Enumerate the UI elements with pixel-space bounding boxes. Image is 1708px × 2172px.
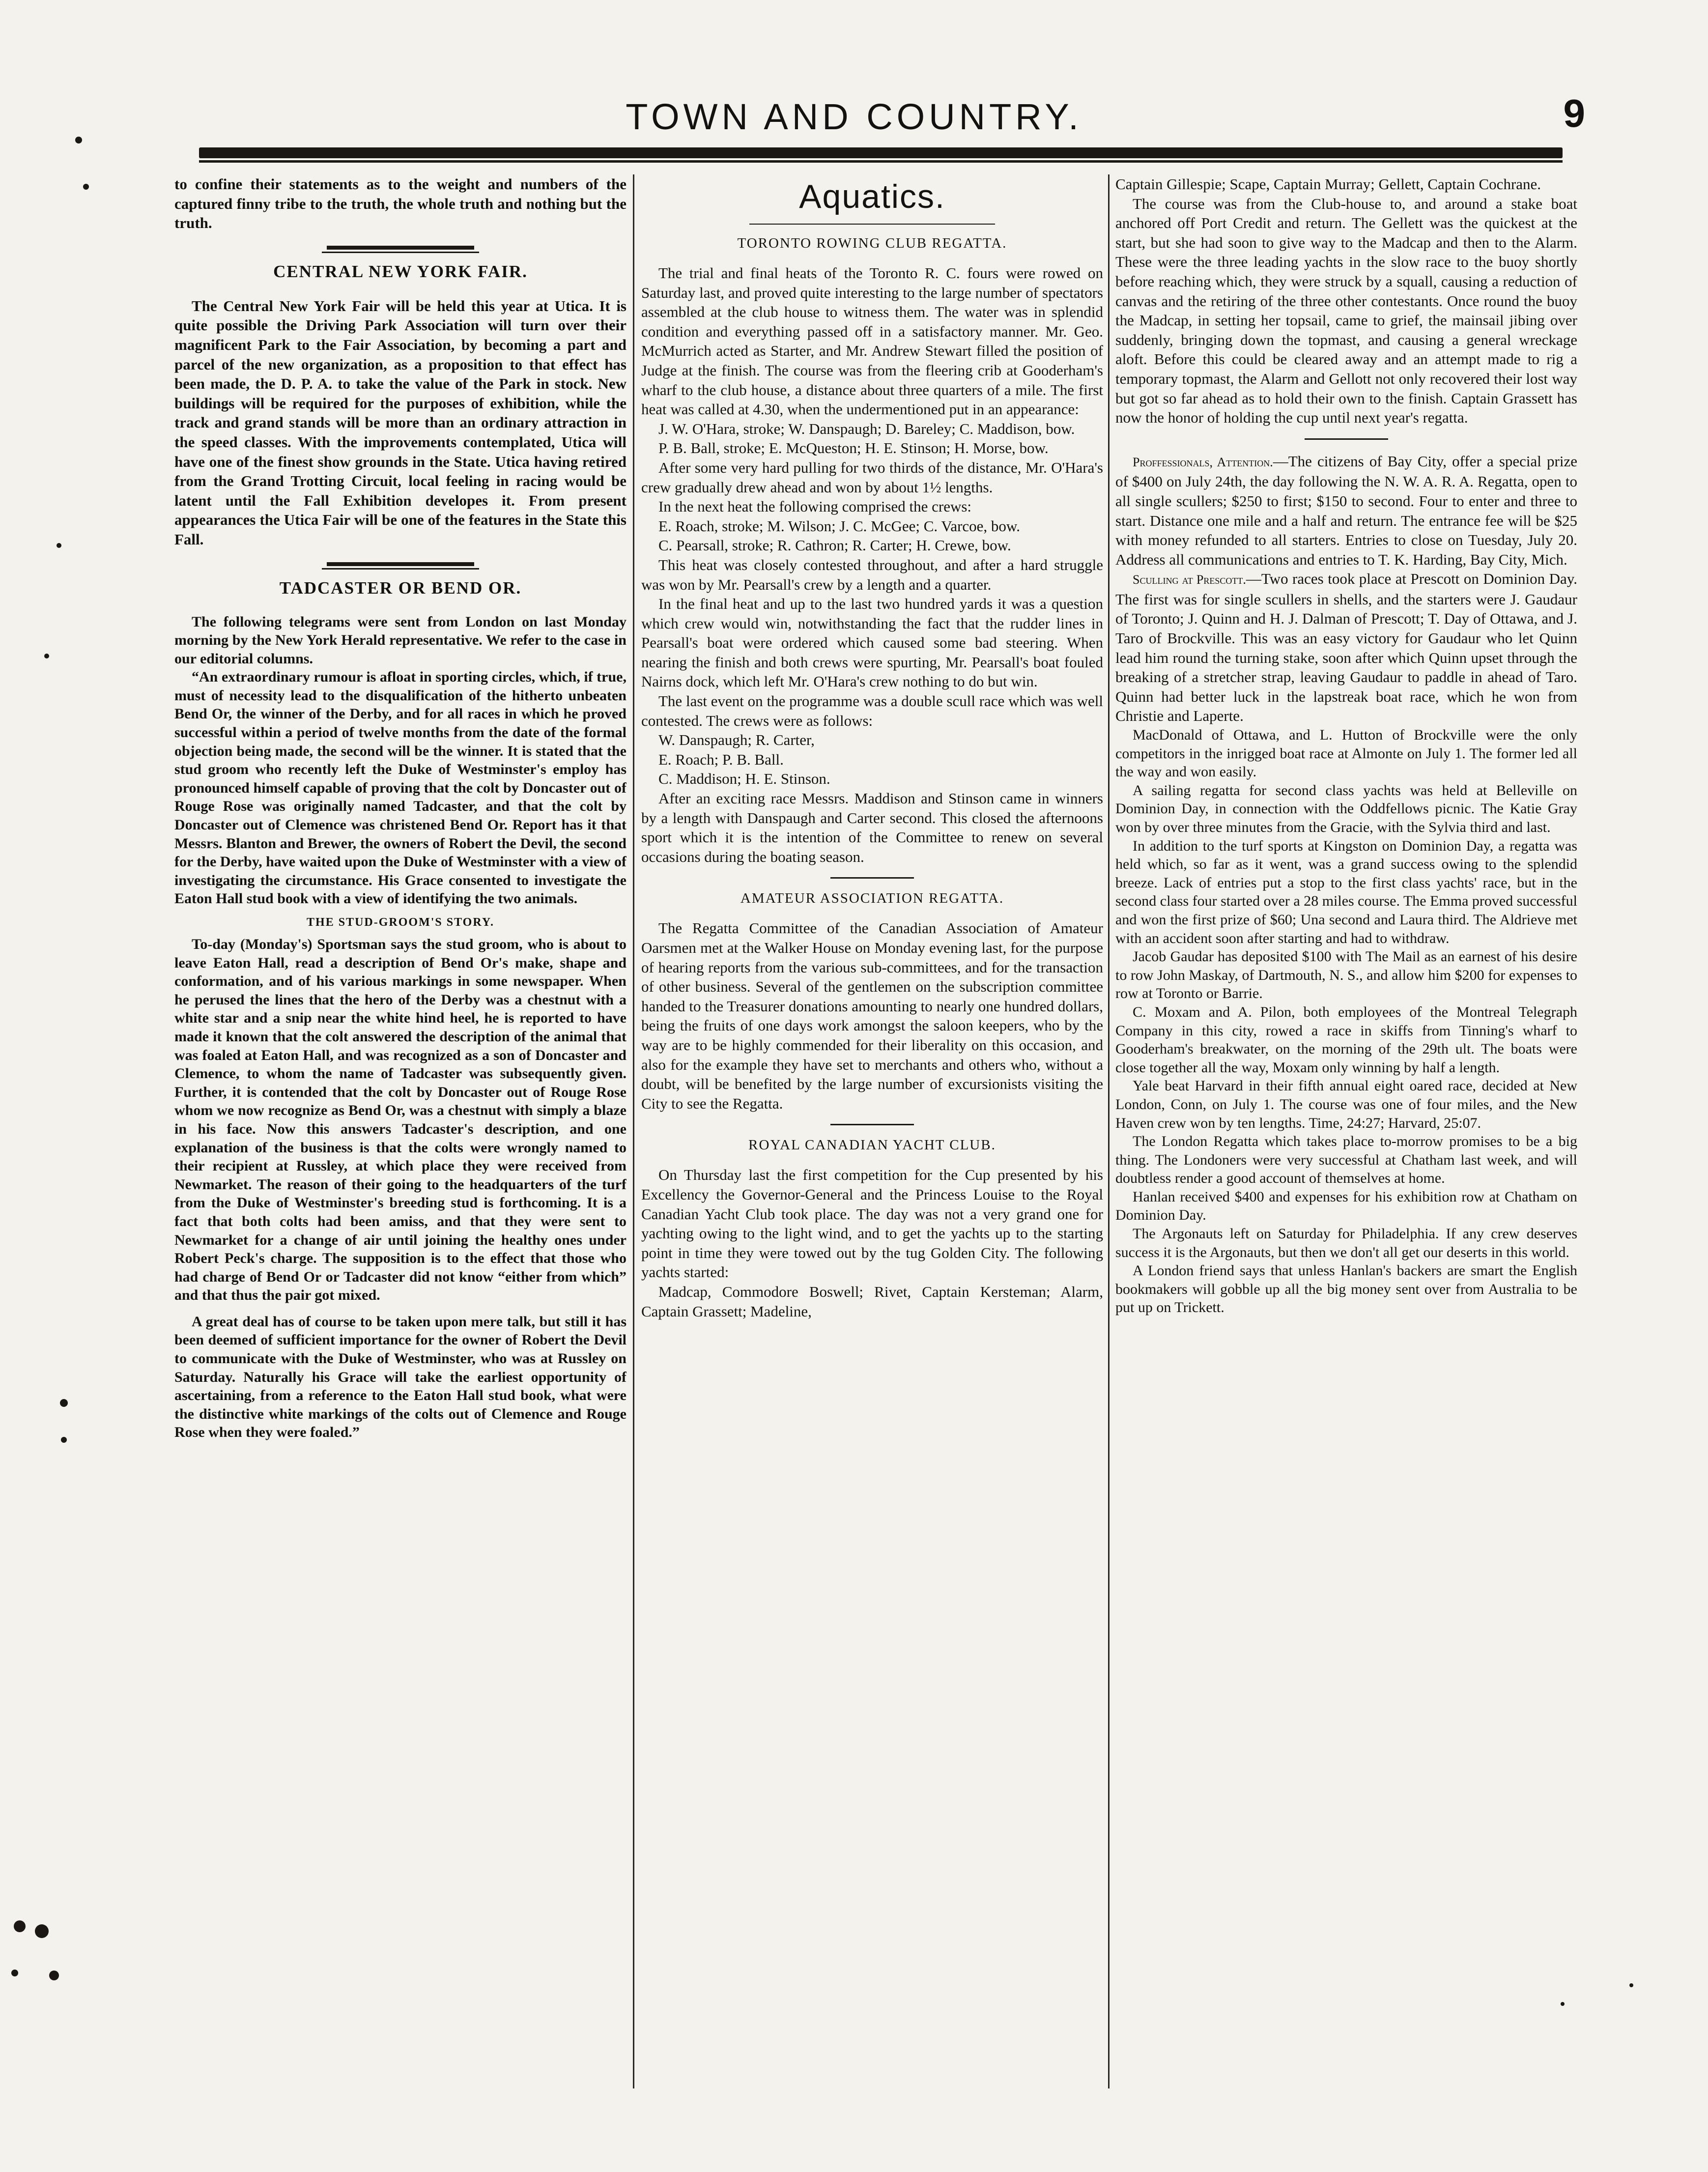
crew-list: J. W. O'Hara, stroke; W. Danspaugh; D. Bareley; C. Maddison, bow. — [658, 420, 1075, 437]
news-item: The London Regatta which takes place to-morrow promises to be a big thing. The Londoners were very successful at Chatham last week, and will doubtless render a good account of themselves at home. — [1115, 1133, 1577, 1187]
news-item: In addition to the turf sports at Kingston on Dominion Day, a regatta was held which, so far as it went, was a grand success owing to the splendid breeze. Lack of entries put a stop to the first class yachts' race, but in the second class four started over a 28 miles course. The Emma proved successful and won the first prize of $60; Una second and Laura third. The Aldrieve met with an accident soon after starting and had to withdraw. — [1115, 837, 1577, 946]
section-rule — [327, 246, 474, 250]
column-divider-1 — [633, 174, 634, 2088]
yacht-article: On Thursday last the first competition for the Cup presented by his Excellency the Governor-General and the Princess Louise to the Royal Canadian Yacht Club took place. The day was not a very grand one for yachting owing to the light wind, and to get the yachts up to the starting point in time they were towed out by the tug Golden City. The following yachts started: — [641, 1166, 1103, 1281]
tadcaster-heading: TADCASTER OR BEND OR. — [279, 578, 522, 598]
news-item: MacDonald of Ottawa, and L. Hutton of Brockville were the only competitors in the inrigged boat race at Almonte on July 1. The former led all the way and won easily. — [1115, 727, 1577, 780]
trc-paragraph: After some very hard pulling for two thirds of the distance, Mr. O'Hara's crew gradually drew ahead and won by about 1½ lengths. — [641, 458, 1103, 496]
news-item: C. Moxam and A. Pilon, both employees of the Montreal Telegraph Company in this city, rowed a race in skiffs from Tinning's wharf to Gooderham's breakwater, on the morning of the 29th ult. The boats were close together all the way, Moxam only winning by half a length. — [1115, 1003, 1577, 1076]
scull-crew: W. Danspaugh; R. Carter, — [658, 731, 815, 749]
professionals-lead: Proffessionals, Attention. — [1133, 455, 1273, 469]
scull-crew: E. Roach; P. B. Ball. — [658, 750, 784, 768]
trc-paragraph: After an exciting race Messrs. Maddison and Stinson came in winners by a length with Danspaugh and Carter second. This closed the afternoons sport which it is the intention of the Committee to renew on several occasions during the boating season. — [641, 790, 1103, 865]
column-divider-2 — [1108, 174, 1110, 2088]
section-rule — [830, 877, 914, 879]
professionals-notice — [1115, 452, 1577, 570]
news-item: A sailing regatta for second class yachts was held at Belleville on Dominion Day, in connection with the Oddfellows picnic. The Katie Gray won by over three minutes from the Gracie, with the Sylvia third and last. — [1115, 782, 1577, 835]
section-rule — [1305, 438, 1388, 440]
section-rule-thin — [322, 252, 479, 253]
news-item: A London friend says that unless Hanlan's backers are smart the English bookmakers will gobble up all the big money sent over from Australia to be put up on Trickett. — [1115, 1262, 1577, 1316]
section-rule-thin — [322, 568, 479, 570]
trc-paragraph: The last event on the programme was a double scull race which was well contested. The crews were as follows: — [641, 692, 1103, 729]
prescott-notice — [1115, 569, 1577, 726]
newspaper-title: TOWN AND COUNTRY. — [626, 96, 1082, 137]
trc-paragraph: In the final heat and up to the last two hundred yards it was a question which crew would win, notwithstanding the fact that the rudder lines in Pearsall's boat were ordered which caused some bad steering. When nearing the finish and both crews were spurting, Mr. Pearsall's boat fouled Nairns dock, which left Mr. O'Hara's crew nothing to do but win. — [641, 595, 1103, 690]
yacht-starters: Madcap, Commodore Boswell; Rivet, Captain Kersteman; Alarm, Captain Grassett; Madeline, — [641, 1283, 1103, 1320]
column-3 — [1115, 174, 1577, 2088]
page-number: 9 — [1563, 91, 1585, 135]
scull-crew: C. Maddison; H. E. Stinson. — [658, 770, 830, 788]
section-rule — [749, 224, 995, 225]
amateur-article: The Regatta Committee of the Canadian Association of Amateur Oarsmen met at the Walker House on Monday evening last, for the purpose of hearing reports from the various sub-committees, and for the transaction of other business. Several of the gentlemen on the subscription committee handed to the Treasurer donations amounting to nearly one hundred dollars, being the fruits of one days work amongst the saloon keepers, who by the way are to be highly commended for their liberality on this occasion, and also for the example they have set to merchants and others who, without a doubt, will be benefited by the large number of excursionists visiting the City to see the Regatta. — [641, 919, 1103, 1112]
yacht-club-heading: ROYAL CANADIAN YACHT CLUB. — [748, 1137, 996, 1153]
yacht-course: The course was from the Club-house to, and around a stake boat anchored off Port Credit and return. The Gellett was the quickest at the start, but she had soon to give way to the Madcap and then to the Alarm. These were the three leading yachts in the slow race to the buoy shortly before reaching which, they were struck by a squall, causing a reduction of canvas and the retiring of the three other contestants. Once round the buoy the Madcap, in setting her topsail, came to grief, the mainsail jibing over suddenly, bringing down the topmast, and causing a general wreckage aloft. Before this could be cleared away and an attempt made to rig a temporary topmast, the Alarm and Gellott not only recovered their lost way but got so far ahead as to hold their own to the finish. Captain Grassett has now the honor of holding the cup until next year's regatta. — [1115, 195, 1577, 427]
news-item: Hanlan received $400 and expenses for his exhibition row at Chatham on Dominion Day. — [1115, 1188, 1577, 1224]
stud-groom-heading: THE STUD-GROOM'S STORY. — [307, 916, 494, 929]
trc-heading: TORONTO ROWING CLUB REGATTA. — [737, 235, 1007, 251]
prescott-lead: Sculling at Prescott. — [1133, 572, 1246, 587]
tadcaster-telegram: “An extraordinary rumour is afloat in sporting circles, which, if true, must of necessity lead to the disqualification of the hitherto unbeaten Bend Or, the winner of the Derby, and for all races in which he proved successful within a period of twelve months from the date of the formal objection being made, the second will be the winner. It is stated that the stud groom who recently left the Duke of Westminster's employ has pronounced himself capable of proving that the colt by Doncaster out of Rouge Rose was originally named Tadcaster, and that the colt by Doncaster out of Clemence was christened Bend Or. Report has it that Messrs. Blanton and Brewer, the owners of Robert the Devil, the second for the Derby, have waited upon the Duke of Westminster with a view of investigating the circumstance. His Grace consented to investigate the Eaton Hall stud book with a view of identifying the two animals. — [174, 669, 626, 907]
crew-list: E. Roach, stroke; M. Wilson; J. C. McGee; C. Varcoe, bow. — [658, 517, 1021, 535]
news-item: Jacob Gaudar has deposited $100 with The Mail as an earnest of his desire to row John Maskay, of Dartmouth, N. S., and allow him $200 for expenses to row at Toronto or Barrie. — [1115, 948, 1577, 1002]
amateur-heading: AMATEUR ASSOCIATION REGATTA. — [740, 890, 1004, 907]
column-2 — [641, 174, 1103, 2088]
masthead — [0, 91, 1708, 150]
column-1 — [174, 174, 626, 2088]
crew-list: C. Pearsall, stroke; R. Cathron; R. Carter; H. Crewe, bow. — [658, 537, 1011, 554]
header-rule-thin — [199, 160, 1563, 163]
news-item: The Argonauts left on Saturday for Philadelphia. If any crew deserves success it is the Argonauts, but then we don't all get our deserts in this world. — [1115, 1226, 1577, 1260]
stud-groom-story: To-day (Monday's) Sportsman says the stud groom, who is about to leave Eaton Hall, read a description of Bend Or's make, shape and conformation, and of his various markings in some newspaper. When he perused the lines that the hero of the Derby was a chestnut with a white star and a snip near the white hind heel, he is reported to have made it known that the colt answered the description of the animal that was foaled at Eaton Hall, and was recognized as a son of Doncaster and Clemence, to whom the name of Tadcaster was subsequently given. Further, it is contended that the colt by Doncaster out of Rouge Rose whom we now recognize as Bend Or, was a chestnut with simply a blaze in his face. Now this answers Tadcaster's description, and one explanation of the business is that the colts were wrongly named to their recipient at Russley, at which place they were received from Newmarket. The reason of their going to the headquarters of the turf from the Duke of Westminster's breeding stud is forthcoming. It is a fact that both colts had been amiss, and that they were sent to Newmarket for a change of air until joining the healthy ones under Robert Peck's charge. The supposition is to the effect that those who had charge of Bend Or or Tadcaster did not know “either from which” and that thus the pair got mixed. — [174, 936, 626, 1304]
section-rule — [327, 562, 474, 566]
header-rule — [199, 147, 1563, 158]
trc-paragraph: This heat was closely contested throughout, and after a hard struggle was won by Mr. Pearsall's crew by a length and a quarter. — [641, 556, 1103, 593]
tadcaster-intro: The following telegrams were sent from London on last Monday morning by the New York Herald representative. We refer to the case in our editorial columns. — [174, 613, 626, 667]
prescott-body: —Two races took place at Prescott on Dominion Day. The first was for single scullers in shells, and the starters were J. Gaudaur of Toronto; J. Quinn and H. J. Dalman of Prescott; T. Day of Ottawa, and J. Taro of Brockville. This was an easy victory for Gaudaur who let Quinn lead him round the turning stake, soon after which Quinn upset through the breaking of a stretcher strap, leaving Gaudaur to paddle in ahead of Taro. Quinn had better luck in the lapstreak boat race, which he won from Christie and Laperte. — [1115, 570, 1577, 725]
news-item: Yale beat Harvard in their fifth annual eight oared race, decided at New London, Conn, on July 1. The course was one of four miles, and the New Haven crew won by ten lengths. Time, 24:27; Harvard, 25:07. — [1115, 1078, 1577, 1131]
aquatics-title: Aquatics. — [799, 178, 945, 215]
crew-list: P. B. Ball, stroke; E. McQueston; H. E. Stinson; H. Morse, bow. — [658, 439, 1049, 457]
trc-intro: The trial and final heats of the Toronto R. C. fours were rowed on Saturday last, and proved quite interesting to the large number of spectators assembled at the club house to witness them. The water was in splendid condition and everything passed off in a satisfactory manner. Mr. Geo. McMurrich acted as Starter, and Mr. Andrew Stewart filled the position of Judge at the finish. The course was from the fleering crib at Gooderham's wharf to the club house, a distance about three quarters of a mile. The first heat was called at 4.30, when the undermentioned put in an appearance: — [641, 264, 1103, 418]
trc-paragraph: In the next heat the following comprised the crews: — [658, 498, 972, 515]
professionals-body: —The citizens of Bay City, offer a special prize of $400 on July 24th, the day following the N. W. A. R. A. Regatta, open to all single scullers; $250 to first; $150 to second. Four to enter and three to start. Distance one mile and a half and return. The entrance fee will be $25 with money refunded to all starters. Entries to close on Tuesday, July 20. Address all communications and entries to T. K. Harding, Bay City, Mich. — [1115, 452, 1577, 568]
yacht-starters-continued: Captain Gillespie; Scape, Captain Murray; Gellett, Captain Cochrane. — [1115, 175, 1541, 193]
fair-article: The Central New York Fair will be held this year at Utica. It is quite possible the Driving Park Association will turn over their magnificent Park to the Fair Association, by becoming a part and parcel of the new organization, as a proposition to that effect has been made, the D. P. A. to take the value of the Park in stock. New buildings will be required for the purposes of exhibition, while the track and grand stands will be more than an ordinary attraction in the speed classes. With the improvements contemplated, Utica will have one of the finest show grounds in the State. Utica having retired from the Grand Trotting Circuit, local feeling in racing would be latent until the Fall Exhibition developes it. From present appearances the Utica Fair will be one of the features in the State this Fall. — [174, 297, 626, 548]
stud-groom-conclusion: A great deal has of course to be taken upon mere talk, but still it has been deemed of sufficient importance for the owner of Robert the Devil to communicate with the Duke of Westminster, who was at Russley on Saturday. Naturally his Grace will take the earliest opportunity of ascertaining, from a reference to the Eaton Hall stud book, what were the distinctive white markings of the colts out of Clemence and Rouge Rose when they were foaled.” — [174, 1313, 626, 1441]
section-rule — [830, 1124, 914, 1125]
continued-paragraph: to confine their statements as to the weight and numbers of the captured finny tribe to the truth, the whole truth and nothing but the truth. — [174, 175, 626, 232]
fair-heading: CENTRAL NEW YORK FAIR. — [273, 261, 528, 281]
